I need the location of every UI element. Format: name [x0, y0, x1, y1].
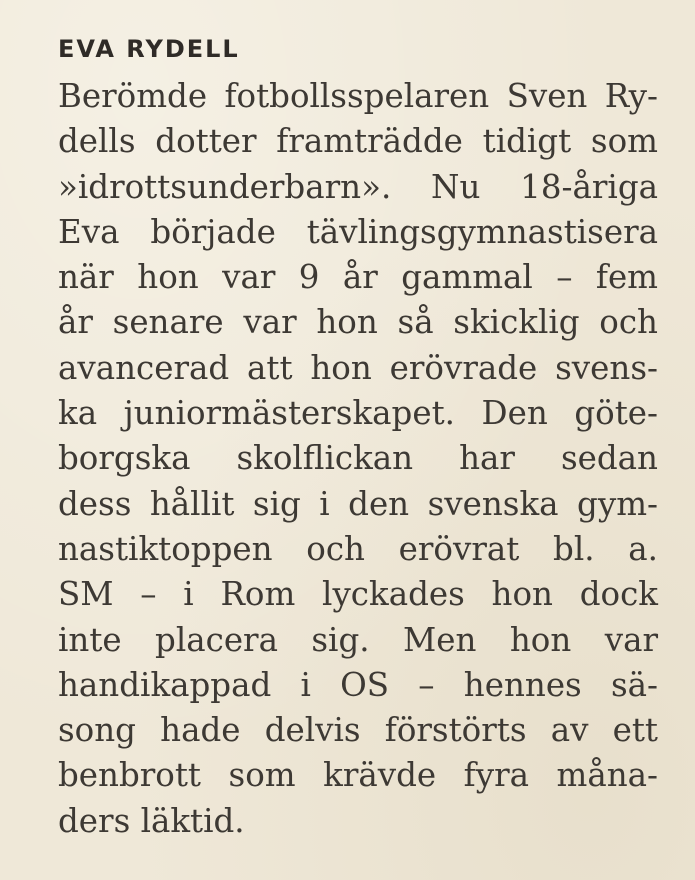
body-line: dells dotter framträdde tidigt som — [58, 122, 658, 161]
body-line: inte placera sig. Men hon var — [58, 620, 658, 659]
body-line: borgska skolflickan har sedan — [58, 439, 658, 478]
body-line: ders läktid. — [58, 801, 245, 840]
body-line: Berömde fotbollsspelaren Sven Ry- — [58, 77, 658, 115]
body-line: benbrott som krävde fyra måna- — [58, 756, 658, 795]
body-line: när hon var 9 år gammal – fem — [58, 258, 658, 297]
body-line: handikappad i OS – hennes sä- — [58, 665, 658, 704]
article-heading: EVA RYDELL — [58, 35, 240, 63]
body-line: »idrottsunderbarn». Nu 18-åriga — [58, 167, 658, 206]
body-line: SM – i Rom lyckades hon dock — [58, 575, 658, 614]
article — [58, 32, 658, 844]
body-line: nastiktoppen och erövrat bl. a. — [58, 529, 658, 568]
body-line: song hade delvis förstörts av ett — [58, 711, 658, 750]
body-line: Eva började tävlingsgymnastisera — [58, 212, 658, 251]
body-line: år senare var hon så skicklig och — [58, 303, 658, 342]
body-line: dess hållit sig i den svenska gym- — [58, 484, 658, 523]
body-line: ka juniormästerskapet. Den göte- — [58, 394, 658, 433]
article-body — [58, 74, 658, 844]
body-line: avancerad att hon erövrade svens- — [58, 348, 658, 387]
